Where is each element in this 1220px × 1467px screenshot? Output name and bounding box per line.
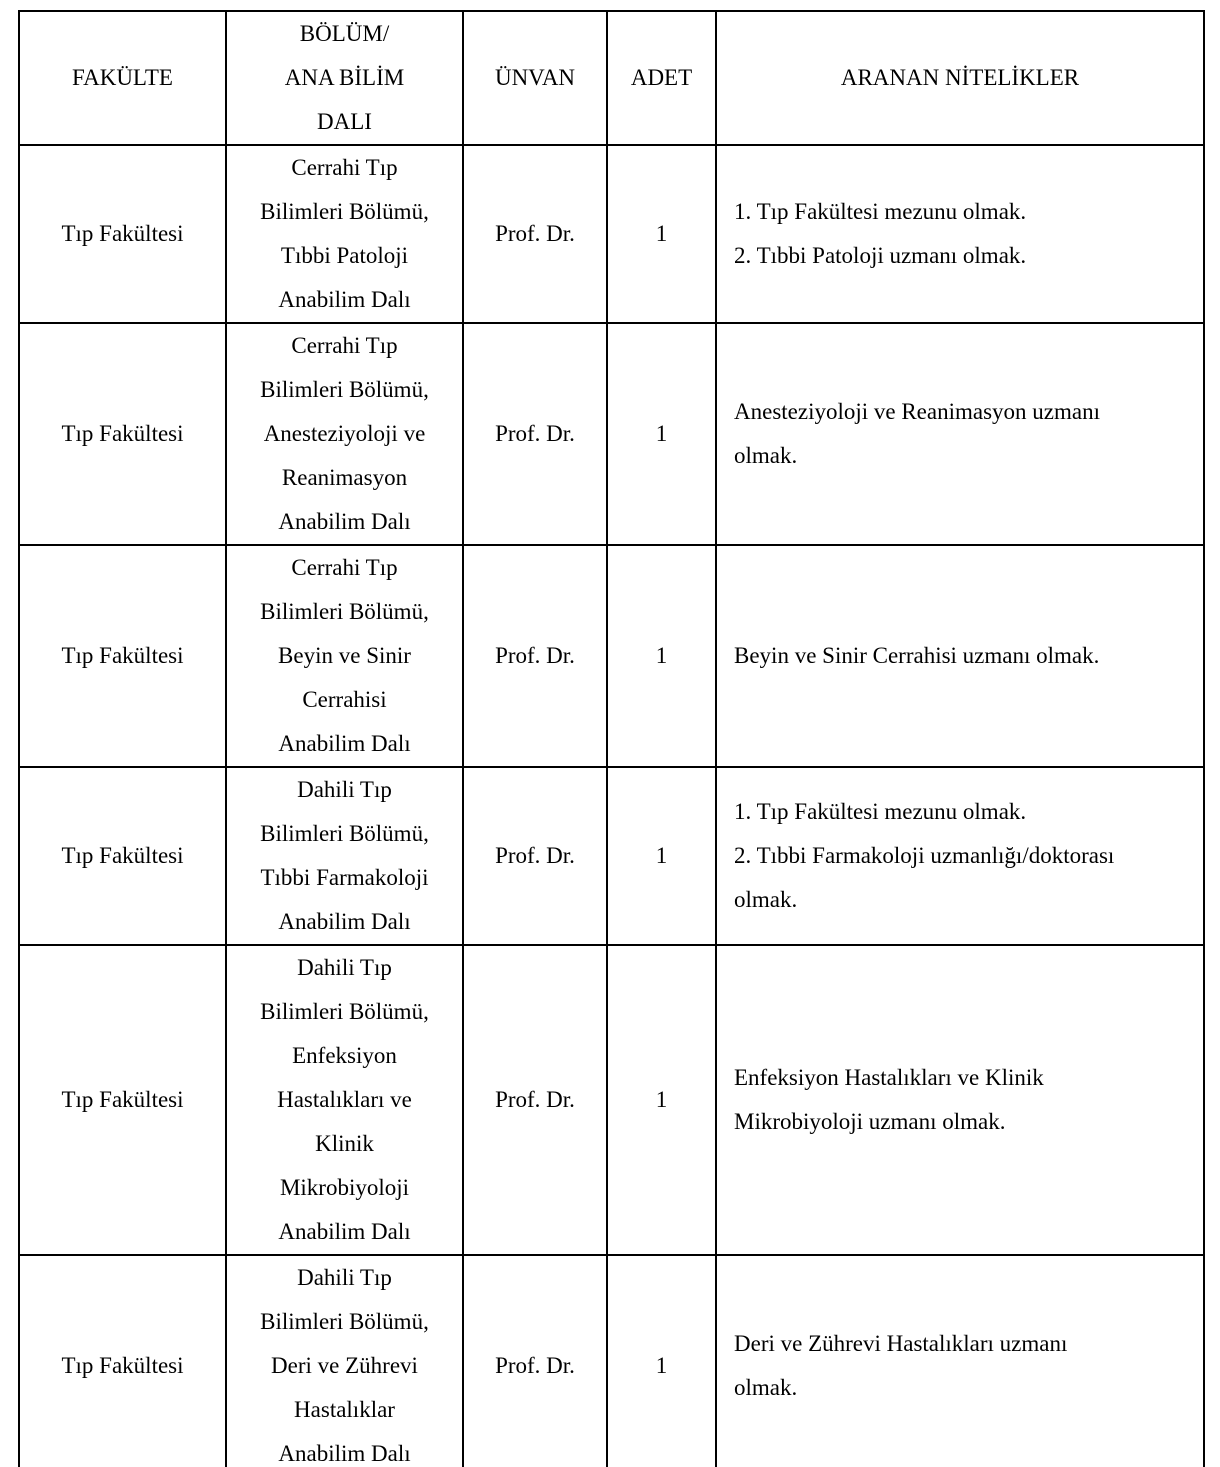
bolum-line: Anabilim Dalı	[278, 1441, 411, 1466]
bolum-line: Beyin ve Sinir	[278, 643, 411, 668]
bolum-line: Anabilim Dalı	[278, 287, 411, 312]
unvan-text: Prof. Dr.	[495, 1087, 575, 1112]
bolum-line: Anabilim Dalı	[278, 909, 411, 934]
adet-value: 1	[655, 1353, 668, 1378]
table-row	[19, 323, 1204, 545]
cell-adet	[607, 945, 716, 1255]
unvan-text: Prof. Dr.	[495, 843, 575, 868]
table-row	[19, 767, 1204, 945]
bolum-line: Cerrahi Tıp	[291, 555, 398, 580]
cell-unvan	[463, 945, 607, 1255]
fakulte-text: Tıp Fakültesi	[61, 1087, 184, 1112]
unvan-text: Prof. Dr.	[495, 421, 575, 446]
cell-fakulte	[19, 145, 226, 323]
cell-bolum	[226, 1255, 463, 1467]
header-fakulte: FAKÜLTE	[19, 11, 226, 145]
bolum-line: Mikrobiyoloji	[279, 1175, 410, 1200]
table-row	[19, 1255, 1204, 1467]
bolum-line: Hastalıkları ve	[277, 1087, 412, 1112]
bolum-line: Cerrahisi	[302, 687, 387, 712]
header-bolum-line: DALI	[317, 109, 372, 134]
nitelik-line: olmak.	[734, 887, 798, 912]
table-row	[19, 545, 1204, 767]
bolum-line: Dahili Tıp	[297, 777, 392, 802]
bolum-line: Dahili Tıp	[297, 1265, 392, 1290]
nitelik-line: 1. Tıp Fakültesi mezunu olmak.	[734, 799, 1027, 824]
fakulte-text: Tıp Fakültesi	[61, 1353, 184, 1378]
cell-bolum	[226, 945, 463, 1255]
header-bolum	[226, 11, 463, 145]
cell-fakulte	[19, 1255, 226, 1467]
bolum-line: Anabilim Dalı	[278, 509, 411, 534]
nitelik-line: Deri ve Zührevi Hastalıkları uzmanı	[734, 1331, 1068, 1356]
nitelik-line: 2. Tıbbi Patoloji uzmanı olmak.	[734, 243, 1027, 268]
cell-nitelikler	[716, 1255, 1204, 1467]
cell-fakulte	[19, 945, 226, 1255]
bolum-line: Bilimleri Bölümü,	[260, 377, 429, 402]
bolum-line: Deri ve Zührevi	[271, 1353, 418, 1378]
cell-fakulte	[19, 545, 226, 767]
cell-nitelikler	[716, 323, 1204, 545]
nitelik-line: Mikrobiyoloji uzmanı olmak.	[734, 1109, 1006, 1134]
bolum-line: Bilimleri Bölümü,	[260, 821, 429, 846]
bolum-line: Tıbbi Farmakoloji	[260, 865, 429, 890]
fakulte-text: Tıp Fakültesi	[61, 421, 184, 446]
bolum-line: Anabilim Dalı	[278, 1219, 411, 1244]
table-row	[19, 145, 1204, 323]
cell-nitelikler	[716, 945, 1204, 1255]
fakulte-text: Tıp Fakültesi	[61, 843, 184, 868]
cell-fakulte	[19, 767, 226, 945]
bolum-line: Enfeksiyon	[292, 1043, 397, 1068]
cell-bolum	[226, 323, 463, 545]
nitelik-line: 2. Tıbbi Farmakoloji uzmanlığı/doktorası	[734, 843, 1115, 868]
nitelik-line: Enfeksiyon Hastalıkları ve Klinik	[734, 1065, 1044, 1090]
cell-nitelikler	[716, 545, 1204, 767]
cell-nitelikler	[716, 767, 1204, 945]
bolum-line: Bilimleri Bölümü,	[260, 1309, 429, 1334]
cell-adet	[607, 1255, 716, 1467]
adet-value: 1	[655, 221, 668, 246]
table-header-row	[19, 11, 1204, 145]
fakulte-text: Tıp Fakültesi	[61, 221, 184, 246]
adet-value: 1	[655, 843, 668, 868]
cell-adet	[607, 545, 716, 767]
nitelik-line: Beyin ve Sinir Cerrahisi uzmanı olmak.	[734, 643, 1100, 668]
header-bolum-line: BÖLÜM/	[299, 21, 390, 46]
cell-bolum	[226, 767, 463, 945]
cell-bolum	[226, 545, 463, 767]
nitelik-line: 1. Tıp Fakültesi mezunu olmak.	[734, 199, 1027, 224]
cell-nitelikler	[716, 145, 1204, 323]
bolum-line: Reanimasyon	[281, 465, 408, 490]
cell-adet	[607, 323, 716, 545]
bolum-line: Anabilim Dalı	[278, 731, 411, 756]
nitelik-line: Anesteziyoloji ve Reanimasyon uzmanı	[734, 399, 1100, 424]
adet-value: 1	[655, 1087, 668, 1112]
nitelik-line: olmak.	[734, 1375, 798, 1400]
cell-adet	[607, 767, 716, 945]
header-nitelikler: ARANAN NİTELİKLER	[716, 11, 1204, 145]
cell-unvan	[463, 323, 607, 545]
bolum-line: Bilimleri Bölümü,	[260, 599, 429, 624]
adet-value: 1	[655, 421, 668, 446]
table-row	[19, 945, 1204, 1255]
bolum-line: Bilimleri Bölümü,	[260, 999, 429, 1024]
bolum-line: Tıbbi Patoloji	[280, 243, 409, 268]
unvan-text: Prof. Dr.	[495, 1353, 575, 1378]
bolum-line: Cerrahi Tıp	[291, 333, 398, 358]
cell-unvan	[463, 545, 607, 767]
cell-fakulte	[19, 323, 226, 545]
bolum-line: Bilimleri Bölümü,	[260, 199, 429, 224]
cell-adet	[607, 145, 716, 323]
unvan-text: Prof. Dr.	[495, 221, 575, 246]
unvan-text: Prof. Dr.	[495, 643, 575, 668]
cell-unvan	[463, 1255, 607, 1467]
positions-table	[18, 10, 1205, 1467]
cell-bolum	[226, 145, 463, 323]
header-bolum-line: ANA BİLİM	[284, 65, 405, 90]
adet-value: 1	[655, 643, 668, 668]
nitelik-line: olmak.	[734, 443, 798, 468]
cell-unvan	[463, 767, 607, 945]
bolum-line: Hastalıklar	[294, 1397, 395, 1422]
bolum-line: Dahili Tıp	[297, 955, 392, 980]
bolum-line: Klinik	[315, 1131, 374, 1156]
header-adet: ADET	[607, 11, 716, 145]
cell-unvan	[463, 145, 607, 323]
bolum-line: Anesteziyoloji ve	[263, 421, 426, 446]
fakulte-text: Tıp Fakültesi	[61, 643, 184, 668]
header-unvan: ÜNVAN	[463, 11, 607, 145]
bolum-line: Cerrahi Tıp	[291, 155, 398, 180]
